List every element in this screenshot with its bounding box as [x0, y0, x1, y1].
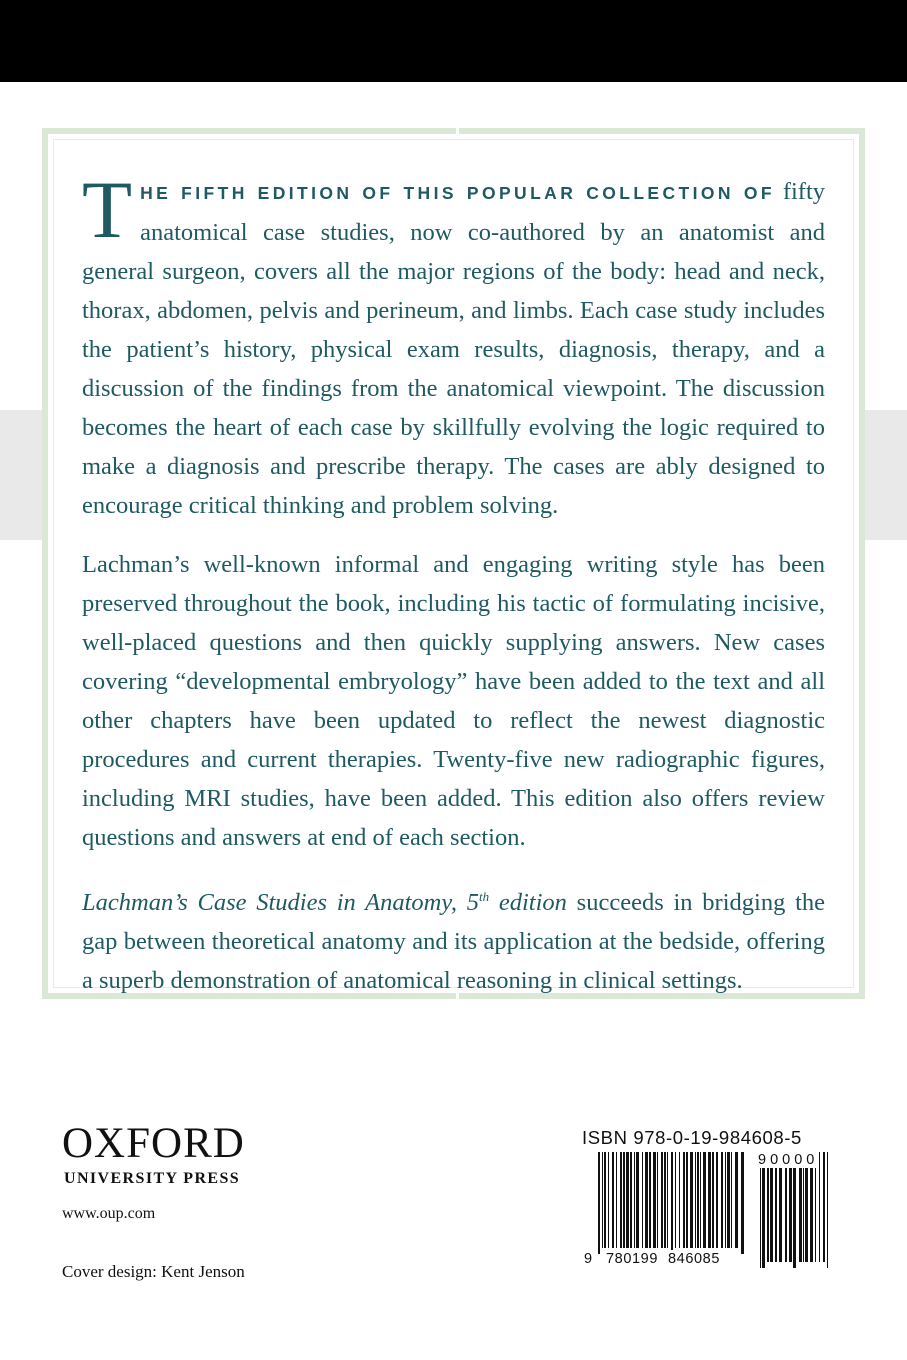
barcode-bar	[779, 1152, 782, 1262]
barcode-bar	[803, 1152, 804, 1262]
publisher-subtitle: UNIVERSITY PRESS	[64, 1170, 241, 1187]
barcode-bar	[636, 1152, 639, 1248]
barcode-bar	[760, 1152, 761, 1268]
barcode-bar	[653, 1152, 656, 1248]
barcode-bar	[789, 1152, 792, 1262]
barcode-left-digits: 780199	[606, 1251, 658, 1267]
barcode-bar	[805, 1152, 808, 1262]
barcode-bar	[616, 1152, 617, 1248]
barcode-bar	[612, 1152, 614, 1248]
paragraph-3-text: succeeds in bridging the gap between theoretical anatomy and its application at the bedside, offering a superb demonstration of anatomical reasoning in clinical settings.	[82, 889, 826, 995]
barcode-bar	[712, 1152, 714, 1248]
barcode-bar	[620, 1152, 622, 1248]
frame-gap-top	[456, 128, 459, 134]
barcode-bar	[810, 1152, 813, 1262]
barcode-bar	[731, 1152, 732, 1248]
barcode-bar	[602, 1152, 603, 1248]
barcode-bar	[700, 1152, 701, 1248]
barcode-bar	[630, 1152, 632, 1248]
barcode-bar	[683, 1152, 685, 1248]
barcode-bar	[703, 1152, 706, 1248]
barcode-bar	[697, 1152, 699, 1248]
barcode-bar	[608, 1152, 609, 1248]
barcode-bar	[785, 1152, 787, 1262]
barcode-bar	[634, 1152, 635, 1248]
barcode-bar	[649, 1152, 651, 1248]
paragraph-1	[82, 164, 825, 525]
barcode-bar	[827, 1152, 828, 1268]
barcode-bar	[671, 1152, 673, 1254]
barcode-bar	[657, 1152, 658, 1248]
book-title-end: edition	[489, 889, 567, 917]
barcode-bar	[823, 1152, 825, 1262]
barcode-bar	[721, 1152, 723, 1248]
paragraph-2: Lachman’s well-known informal and engaging writing style has been preserved throughout the book, including his tactic of formulating incisive, well-placed questions and then quickly supplying answers. New cases covering “developmental embryology” have been added to the text and all other chapters have been updated to reflect the newest diagnostic procedures and current therapies. Twenty-five new radiographic figures, including MRI studies, have been added. This edition also offers review questions and answers at end of each section.	[82, 551, 825, 851]
barcode-addon-digits: 90000	[758, 1152, 819, 1168]
edition-superscript: th	[479, 889, 490, 904]
publisher-logo: OXFORD	[62, 1120, 245, 1167]
isbn-label: ISBN 978-0-19-984608-5	[582, 1127, 802, 1148]
barcode-bar	[675, 1152, 676, 1248]
publisher-url[interactable]: www.oup.com	[62, 1205, 156, 1222]
barcode-bar	[690, 1152, 693, 1248]
top-black-band	[0, 0, 907, 82]
barcode-bar	[686, 1152, 688, 1248]
barcode-right-digits: 846085	[668, 1251, 720, 1267]
drop-cap: T	[82, 164, 133, 255]
barcode-bar	[679, 1152, 680, 1248]
barcode-bar	[735, 1152, 738, 1248]
description-text	[82, 164, 826, 1020]
barcode-bar	[716, 1152, 718, 1248]
barcode-bar	[642, 1152, 643, 1248]
barcode-bar	[667, 1152, 668, 1248]
barcode-bar	[604, 1152, 606, 1248]
barcode-bar	[725, 1152, 726, 1248]
book-title	[82, 889, 567, 916]
barcode-bar	[645, 1152, 648, 1248]
paragraph-1-text: fifty anatomical case studies, now co-authored by an anatomist and general surgeon, covers all the major regions of the body: head and neck, thorax, abdomen, pelvis and perineum, and limbs. Each case study includes the patient’s history, physical exam results, diagnosis, therapy, and a discussion of the findings from the anatomical viewpoint. The discussion becomes the heart of each case by skillfully evolving the logic required to make a diagnosis and prescribe therapy. The cases are ably designed to encourage critical thinking and problem solving.	[82, 178, 825, 519]
barcode-lead-digit: 9	[584, 1251, 593, 1267]
barcode-bar	[793, 1152, 796, 1268]
barcode-bar	[664, 1152, 666, 1248]
barcode-bar	[762, 1152, 765, 1268]
left-gray-band	[0, 410, 42, 540]
barcode-bar	[767, 1152, 769, 1262]
barcode-bar	[708, 1152, 711, 1248]
barcode-bar	[727, 1152, 730, 1248]
barcode-bar	[661, 1152, 663, 1248]
barcode-bar	[770, 1152, 773, 1262]
lead-in-caps: HE FIFTH EDITION OF THIS POPULAR COLLECTION OF	[140, 183, 775, 203]
barcode-bar	[741, 1152, 744, 1254]
barcode-bar	[623, 1152, 625, 1248]
barcode-bar	[626, 1152, 629, 1248]
barcode-bar	[598, 1152, 600, 1254]
right-gray-band	[865, 410, 907, 540]
barcode-bar	[799, 1152, 802, 1262]
cover-credit: Cover design: Kent Jenson	[62, 1262, 245, 1281]
barcode-bar	[695, 1152, 696, 1248]
barcode-bar	[819, 1152, 820, 1262]
barcode-bar	[775, 1152, 777, 1262]
paragraph-3	[82, 877, 825, 1000]
book-title-text: Lachman’s Case Studies in Anatomy, 5	[82, 889, 479, 917]
barcode-bar	[815, 1152, 816, 1262]
